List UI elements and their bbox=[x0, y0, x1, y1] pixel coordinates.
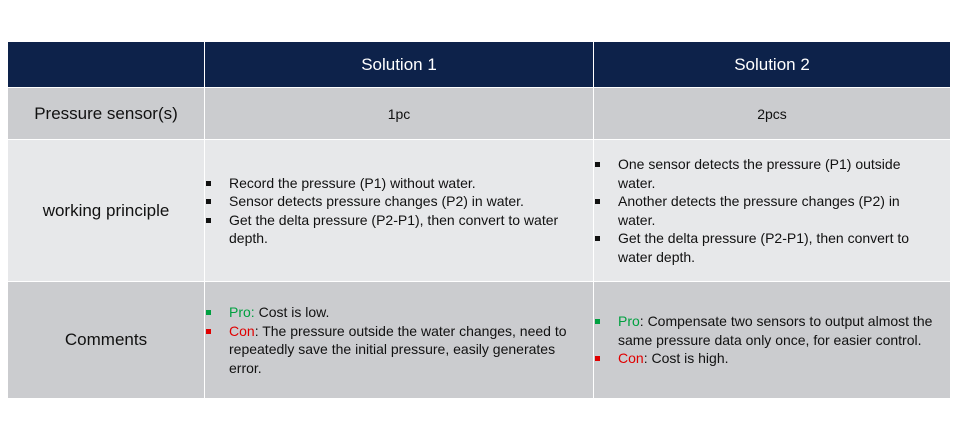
row-label-comments bbox=[8, 282, 204, 398]
pro-tag: Pro: bbox=[229, 304, 255, 320]
principle-list-solution1 bbox=[205, 174, 583, 248]
row-label-pressure-sensors bbox=[8, 88, 204, 139]
con-item bbox=[205, 322, 583, 378]
list-item: Get the delta pressure (P2-P1), then convert to water depth. bbox=[594, 229, 940, 266]
pro-item bbox=[594, 312, 940, 349]
list-item: One sensor detects the pressure (P1) outside water. bbox=[594, 155, 940, 192]
cell-solution1-sensors bbox=[205, 88, 593, 139]
header-col2-label: Solution 1 bbox=[361, 54, 437, 74]
header-solution-2 bbox=[594, 42, 950, 87]
cell-value: 2pcs bbox=[757, 105, 787, 122]
cell-solution1-principle bbox=[205, 140, 593, 281]
comparison-table bbox=[8, 42, 950, 398]
cell-solution1-comments bbox=[205, 282, 593, 398]
con-tag: Con bbox=[618, 350, 644, 367]
pro-tag: Pro bbox=[618, 313, 640, 330]
list-item: Another detects the pressure changes (P2) in water. bbox=[594, 192, 940, 229]
con-text: : The pressure outside the water changes, need to repeatedly save the initial pressure, easily generates error. bbox=[229, 322, 567, 376]
principle-list-solution2 bbox=[594, 155, 940, 266]
cell-solution2-principle bbox=[594, 140, 950, 281]
list-item: Record the pressure (P1) without water. bbox=[205, 174, 583, 193]
row-label-text: Pressure sensor(s) bbox=[34, 103, 178, 123]
list-item: Get the delta pressure (P2-P1), then convert to water depth. bbox=[205, 211, 583, 248]
row-label-text: working principle bbox=[42, 200, 170, 220]
cell-value: 1pc bbox=[387, 105, 411, 122]
header-solution-1 bbox=[205, 42, 593, 87]
cell-solution2-comments bbox=[594, 282, 950, 398]
con-text: : Cost is high. bbox=[643, 350, 729, 367]
comments-list-solution1 bbox=[205, 303, 583, 377]
pro-text: Cost is low. bbox=[254, 304, 330, 320]
cell-solution2-sensors bbox=[594, 88, 950, 139]
row-label-working-principle bbox=[8, 140, 204, 281]
row-label-text: Comments bbox=[64, 330, 148, 349]
header-col3-label: Solution 2 bbox=[734, 54, 810, 74]
header-empty-cell bbox=[8, 42, 204, 87]
pro-text: : Compensate two sensors to output almost the same pressure data only once, for easier control. bbox=[618, 313, 933, 348]
comments-list-solution2 bbox=[594, 312, 940, 368]
list-item: Sensor detects pressure changes (P2) in water. bbox=[205, 192, 583, 211]
pro-item bbox=[205, 303, 583, 322]
con-item bbox=[594, 349, 940, 368]
con-tag: Con bbox=[229, 322, 255, 339]
